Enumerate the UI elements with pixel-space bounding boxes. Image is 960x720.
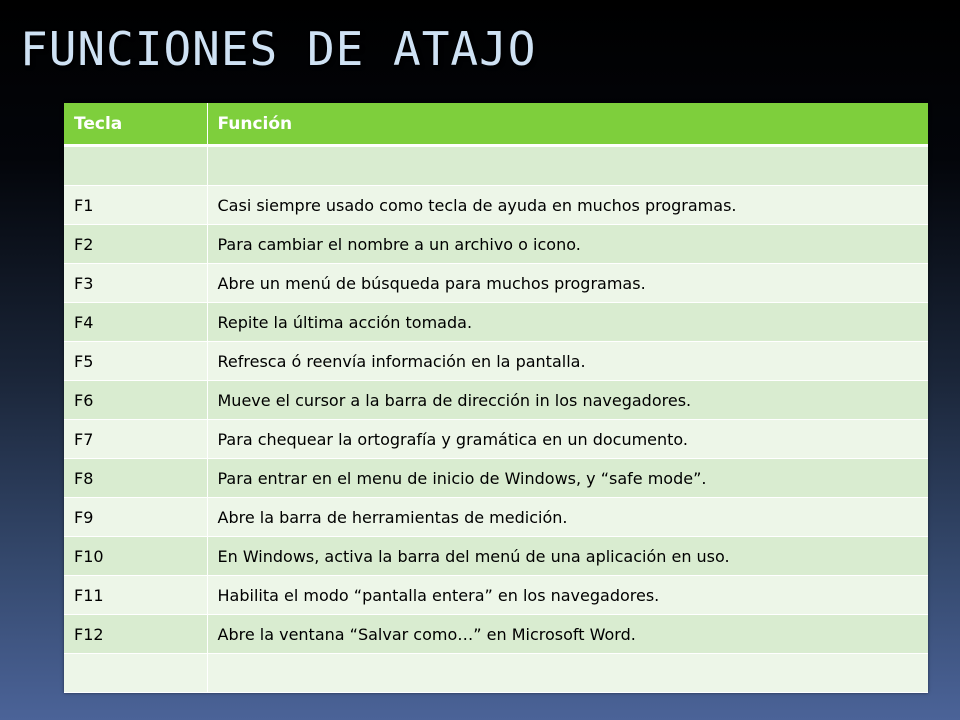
function-cell: Mueve el cursor a la barra de dirección in los navegadores. (207, 381, 928, 420)
column-header-function: Función (207, 103, 928, 146)
key-cell: F5 (64, 342, 207, 381)
function-cell: Para cambiar el nombre a un archivo o icono. (207, 225, 928, 264)
function-cell: Habilita el modo “pantalla entera” en los navegadores. (207, 576, 928, 615)
key-cell (64, 654, 207, 693)
table-row (64, 420, 928, 459)
table-row (64, 146, 928, 186)
table-row (64, 654, 928, 693)
function-cell: En Windows, activa la barra del menú de una aplicación en uso. (207, 537, 928, 576)
function-cell: Para entrar en el menu de inicio de Windows, y “safe mode”. (207, 459, 928, 498)
key-cell: F1 (64, 186, 207, 225)
function-cell: Para chequear la ortografía y gramática en un documento. (207, 420, 928, 459)
function-cell: Casi siempre usado como tecla de ayuda en muchos programas. (207, 186, 928, 225)
key-cell: F4 (64, 303, 207, 342)
key-cell: F9 (64, 498, 207, 537)
slide-title: FUNCIONES DE ATAJO (20, 22, 537, 76)
table-row (64, 264, 928, 303)
key-cell: F2 (64, 225, 207, 264)
table-row (64, 186, 928, 225)
column-header-key: Tecla (64, 103, 207, 146)
key-cell: F10 (64, 537, 207, 576)
table-row (64, 225, 928, 264)
key-cell: F3 (64, 264, 207, 303)
function-cell (207, 654, 928, 693)
function-cell: Repite la última acción tomada. (207, 303, 928, 342)
table-row (64, 381, 928, 420)
table-row (64, 615, 928, 654)
function-cell: Abre un menú de búsqueda para muchos programas. (207, 264, 928, 303)
key-cell: F11 (64, 576, 207, 615)
shortcut-table (64, 103, 928, 693)
table-row (64, 303, 928, 342)
table-row (64, 576, 928, 615)
function-cell: Abre la ventana “Salvar como…” en Microsoft Word. (207, 615, 928, 654)
table-row (64, 498, 928, 537)
key-cell: F8 (64, 459, 207, 498)
function-cell: Refresca ó reenvía información en la pantalla. (207, 342, 928, 381)
key-cell: F6 (64, 381, 207, 420)
table-row (64, 537, 928, 576)
table-row (64, 342, 928, 381)
key-cell (64, 146, 207, 186)
table-header-row (64, 103, 928, 146)
key-cell: F12 (64, 615, 207, 654)
function-cell: Abre la barra de herramientas de medición. (207, 498, 928, 537)
key-cell: F7 (64, 420, 207, 459)
function-cell (207, 146, 928, 186)
table-row (64, 459, 928, 498)
